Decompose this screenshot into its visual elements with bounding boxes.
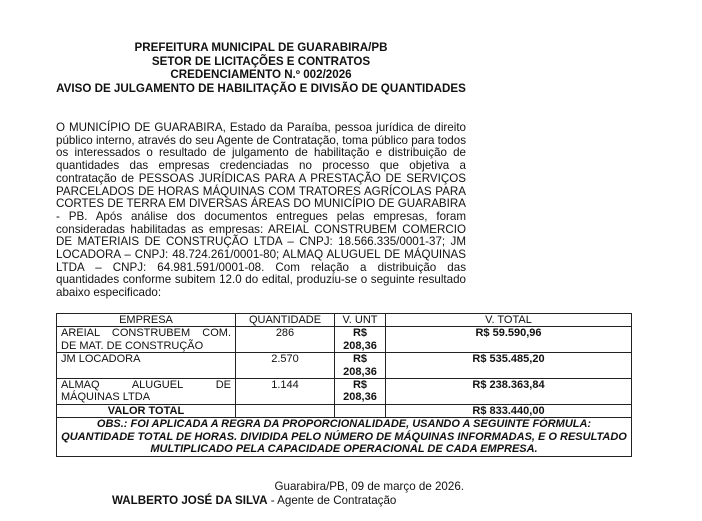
header-empresa: EMPRESA [57,314,236,327]
cell-quantidade: 286 [236,327,335,353]
cell-v-unt: R$ 208,36 [335,379,386,405]
total-empty-unit [335,404,386,417]
obs-note: OBS.: FOI APLICADA A REGRA DA PROPORCIONALIDADE, USANDO A SEGUINTE FÓRMULA: QUANTIDADE TOTAL DE HORAS. DIVIDIDA PELO NÚMERO DE MÁQUINAS INFORMADAS, E O RESULTADO MULTIPLICADO PELA CAPACIDADE OPERACIONAL DE CADA EMPRESA. [57,418,632,457]
table-row [57,379,632,405]
total-empty-quantity [236,404,335,417]
signer-name: WALBERTO JOSÉ DA SILVA [112,494,268,507]
cell-quantidade: 1.144 [236,379,335,405]
cell-v-total: R$ 535.485,20 [386,353,632,379]
header-v-unt: V. UNT [335,314,386,327]
body-paragraph: O MUNICÍPIO DE GUARABIRA, Estado da Paraíba, pessoa jurídica de direito público interno, através do seu Agente de Contratação, toma público para todos os interessados o resultado de julgamento de habilitação e distribuição de quantidades das empresas credenciadas no processo que objetiva a contratação de PESSOAS JURÍDICAS PARA A PRESTAÇÃO DE SERVIÇOS PARCELADOS DE HORAS MÁQUINAS COM TRATORES AGRÍCOLAS PARA CORTES DE TERRA EM DIVERSAS ÁREAS DO MUNICÍPIO DE GUARABIRA - PB. Após análise dos documentos entregues pelas empresas, foram consideradas habilitadas as empresas: AREIAL CONSTRUBEM COMERCIO DE MATERIAIS DE CONSTRUÇÃO LTDA – CNPJ: 18.566.335/0001-37; JM LOCADORA – CNPJ: 48.724.261/0001-80; ALMAQ ALUGUEL DE MÁQUINAS LTDA – CNPJ: 64.981.591/0001-08. Com relação a distribuição das quantidades conforme subitem 12.0 do edital, produziu-se o seguinte resultado abaixo especificado: [56,121,466,300]
cell-v-unt: R$ 208,36 [335,353,386,379]
signature-line [112,494,396,507]
total-label: VALOR TOTAL [57,404,236,417]
table-header-row [57,314,632,327]
table-row [57,327,632,353]
table-obs-row [57,418,632,457]
cell-empresa: JM LOCADORA [57,353,236,379]
cell-v-total: R$ 59.590,96 [386,327,632,353]
header-line-credenciamento: CREDENCIAMENTO N.º 002/2026 [170,68,352,82]
cell-v-unt: R$ 208,36 [335,327,386,353]
header-quantidade: QUANTIDADE [236,314,335,327]
table-total-row [57,404,632,417]
cell-empresa: AREIAL CONSTRUBEM COM. DE MAT. DE CONSTRUÇÃO [57,327,236,353]
header-line-setor: SETOR DE LICITAÇÕES E CONTRATOS [151,54,371,68]
document-header [56,41,466,95]
results-table [56,313,632,457]
signer-role: - Agente de Contratação [267,494,397,507]
total-value: R$ 833.440,00 [386,404,632,417]
table-row [57,353,632,379]
cell-quantidade: 2.570 [236,353,335,379]
header-line-aviso: AVISO DE JULGAMENTO DE HABILITAÇÃO E DIVISÃO DE QUANTIDADES [56,81,466,95]
place-date: Guarabira/PB, 09 de março de 2026. [274,480,464,493]
header-line-prefeitura: PREFEITURA MUNICIPAL DE GUARABIRA/PB [134,41,388,54]
header-v-total: V. TOTAL [386,314,632,327]
cell-empresa: ALMAQ ALUGUEL DE MÁQUINAS LTDA [57,379,236,405]
cell-v-total: R$ 238.363,84 [386,379,632,405]
